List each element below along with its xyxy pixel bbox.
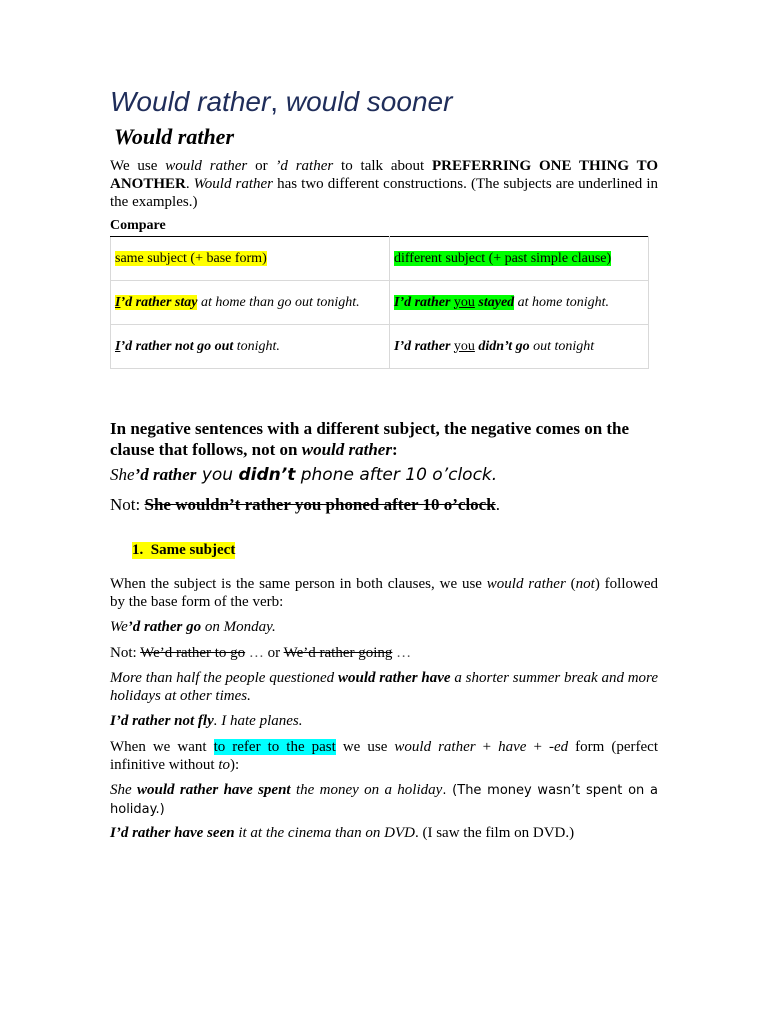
text: When the subject is the same person in both clauses, we use — [110, 576, 487, 592]
example-sentence — [110, 669, 658, 705]
text: to talk about — [333, 158, 432, 174]
text: I’d rather — [394, 338, 454, 354]
text: ’d rather stay — [120, 294, 198, 310]
text: She — [110, 465, 135, 484]
text: you — [453, 338, 475, 354]
negative-rule — [110, 418, 650, 460]
section-subtitle: Would rather — [114, 124, 235, 149]
text: PREFERRING ONE THING TO ANOTHER — [110, 158, 658, 192]
table-cell — [111, 237, 390, 281]
example-sentence — [110, 824, 574, 842]
text: to — [218, 757, 230, 773]
text: you — [453, 294, 475, 310]
table-row — [111, 281, 649, 325]
text: More than half the people questioned — [110, 670, 338, 686]
text: would rather — [486, 576, 566, 592]
table-cell — [390, 237, 649, 281]
text: not — [575, 576, 595, 592]
example-sentence — [110, 781, 658, 819]
text: has two different constructions. (The subjects are underlined in the examples.) — [110, 176, 658, 210]
text: . — [495, 495, 500, 514]
text: ’d rather — [134, 465, 197, 484]
incorrect-example — [110, 495, 500, 515]
table-cell — [111, 325, 390, 369]
paragraph — [110, 575, 658, 611]
text: . (The money wasn’t spent on a holiday.) — [110, 783, 658, 817]
text: + — [475, 739, 499, 755]
text: When we want — [110, 739, 214, 755]
text: . — [185, 176, 194, 192]
text: at home than go out tonight. — [197, 294, 360, 310]
text: would rather have — [337, 670, 451, 686]
text: … — [392, 645, 412, 661]
table-cell — [390, 325, 649, 369]
example-sentence — [110, 712, 303, 730]
text: … — [245, 645, 268, 661]
text: . I hate planes. — [213, 713, 303, 729]
text: you — [196, 465, 239, 485]
text: I — [115, 338, 121, 354]
example-sentence — [110, 465, 497, 485]
text: or — [267, 645, 284, 661]
text: the money on a holiday — [290, 782, 443, 798]
text: In negative sentences with a different subject, the negative comes on the clause that follows, not on — [110, 419, 630, 459]
page-title — [110, 86, 452, 118]
text: We — [110, 619, 128, 635]
text: ): — [230, 757, 240, 773]
highlight — [394, 295, 514, 310]
incorrect-example — [110, 644, 411, 662]
comparison-table — [110, 236, 649, 369]
text: at home tonight. — [514, 294, 610, 310]
text: : — [391, 440, 398, 459]
table-row — [111, 325, 649, 369]
text: ) followed by the base form of the verb: — [110, 576, 658, 610]
text: a shorter summer break and more holidays at other times. — [110, 670, 658, 704]
text: -ed — [548, 739, 569, 755]
header-same-subject: same subject (+ base form) — [115, 250, 267, 266]
text: Would rather — [193, 176, 274, 192]
text: ’d rather — [275, 158, 334, 174]
text: Not: — [110, 645, 141, 661]
title-rest: would sooner — [285, 86, 453, 117]
title-comma: , — [270, 86, 286, 117]
section-heading-same-subject: 1. Same subject — [132, 542, 236, 558]
table-row — [111, 237, 649, 281]
title-main: Would rather — [110, 86, 271, 117]
text: form (perfect infinitive without — [110, 739, 658, 773]
text: stayed — [474, 294, 515, 310]
text: I — [115, 294, 121, 310]
text: phone after 10 o’clock. — [295, 465, 498, 485]
text: ’d rather go — [127, 619, 202, 635]
highlighted-text: to refer to the past — [213, 739, 336, 755]
text: + — [526, 739, 549, 755]
text: have — [498, 739, 527, 755]
text: I’d rather not fly — [110, 713, 214, 729]
text: We use — [110, 158, 166, 174]
text: would rather have spent — [137, 782, 291, 798]
example-sentence — [110, 618, 276, 636]
compare-label: Compare — [110, 218, 166, 233]
text: didn’t — [238, 465, 296, 485]
table-cell — [111, 281, 390, 325]
struck-text: We’d rather going — [283, 645, 393, 661]
paragraph — [110, 738, 658, 774]
text: on Monday. — [201, 619, 276, 635]
text: would rather — [165, 158, 248, 174]
text: I’d rather — [394, 294, 454, 310]
text: didn’t go — [474, 338, 530, 354]
highlight — [115, 295, 197, 310]
text: Not: — [110, 495, 145, 514]
text: out tonight — [529, 338, 595, 354]
text: ( — [565, 576, 576, 592]
struck-text: She wouldn’t rather you phoned after 10 o’clock — [144, 495, 496, 514]
text: it at the cinema than on DVD — [234, 825, 415, 841]
text: ’d rather not go out — [120, 338, 234, 354]
text: . (I saw the film on DVD.) — [414, 825, 575, 841]
text: tonight. — [233, 338, 280, 354]
intro-paragraph — [110, 157, 658, 211]
text: would rather — [394, 739, 476, 755]
struck-text: We’d rather to go — [140, 645, 246, 661]
text: I’d rather have seen — [110, 825, 235, 841]
table-cell — [390, 281, 649, 325]
text: we use — [335, 739, 395, 755]
text: She — [110, 782, 138, 798]
header-different-subject: different subject (+ past simple clause) — [394, 250, 612, 266]
text: would rather — [301, 440, 392, 459]
text: or — [247, 158, 276, 174]
